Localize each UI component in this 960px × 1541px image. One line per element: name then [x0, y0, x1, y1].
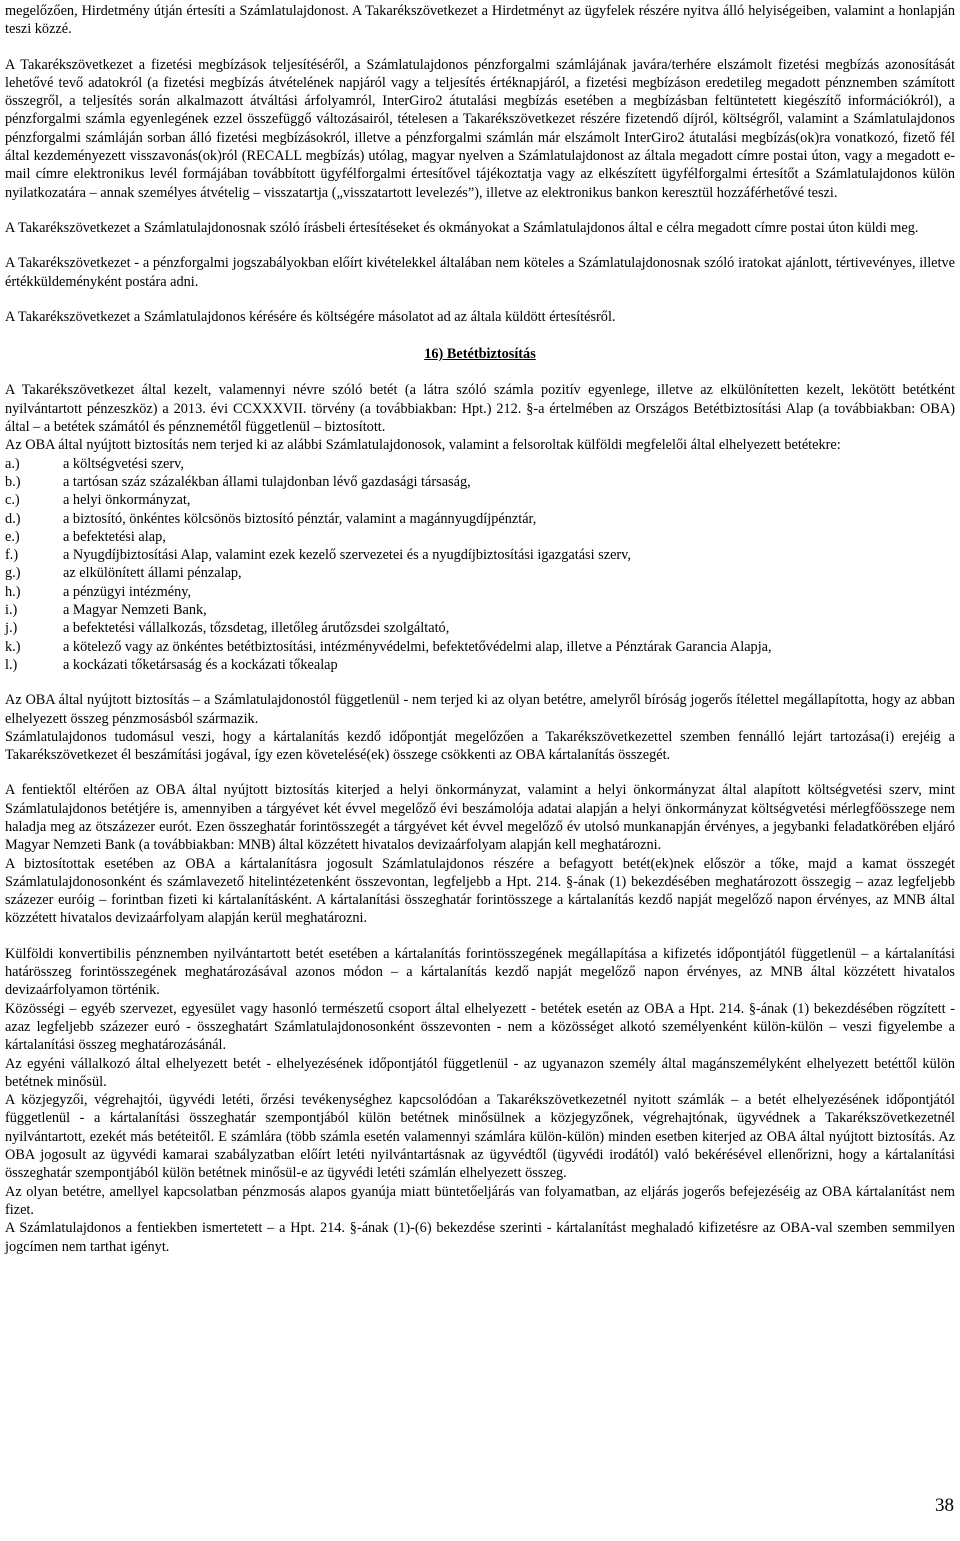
- list-marker: i.): [5, 602, 18, 619]
- paragraph-no-further-claims: A Számlatulajdonos a fentiekben ismertetett – a Hpt. 214. §-ának (1)-(6) bekezdése szerinti - kártalanítást meghaladó kifizetésre az OBA-val szemben semmilyen jogcímen nem tarthat igényt.: [5, 1220, 955, 1255]
- list-item: [5, 528, 955, 546]
- paragraph-money-laundering-exclusion: Az OBA által nyújtott biztosítás – a Számlatulajdonostól függetlenül - nem terjed ki az olyan betétre, amelyről bíróság jogerős ítélettel megállapította, hogy az abban elhelyezett összeg pénzmosásból származik.: [5, 692, 955, 727]
- list-marker: k.): [5, 638, 21, 655]
- paragraph-sole-trader: Az egyéni vállalkozó által elhelyezett betét - elhelyezésének időpontjától függetlenül - az ugyanazon személy által magánszemélyként elhelyezett betéttől külön betétnek minősül.: [5, 1055, 955, 1090]
- paragraph-notice: megelőzően, Hirdetmény útján értesíti a Számlatulajdonost. A Takarékszövetkezet a Hirdetményt az ügyfelek részére nyitva álló helyiségeiben, valamint a honlapján teszi közzé.: [5, 3, 955, 38]
- paragraph-copy-request: A Takarékszövetkezet a Számlatulajdonos kérésére és költségére másolatot ad az általa küldött értesítésről.: [5, 308, 616, 325]
- list-item: [5, 601, 955, 619]
- list-marker: j.): [5, 620, 18, 637]
- list-item: [5, 510, 955, 528]
- exclusion-list: [5, 455, 955, 675]
- list-item: [5, 656, 955, 674]
- list-item: [5, 455, 955, 473]
- list-marker: g.): [5, 565, 21, 582]
- list-item-text: a tartósan száz százalékban állami tulajdonban lévő gazdasági társaság,: [63, 473, 471, 490]
- list-marker: l.): [5, 656, 18, 673]
- list-marker: a.): [5, 455, 20, 472]
- list-item-text: a befektetési alap,: [63, 528, 166, 545]
- paragraph-local-government: A fentiektől eltérően az OBA által nyújtott biztosítás kiterjed a helyi önkormányzat, valamint a helyi önkormányzat által alapított költségvetési szerv, mint Számlatulajdonos betétjére is, amennyiben a tárgyévet két évvel megelőző évi beszámolója adatai alapján a helyi önkormányzat költségvetési mérlegfőösszege nem haladja meg az ötszázezer eurót. Ezen összeghatár forintösszegét a tárgyévet két évvel megelőző év utolsó munkanapján érvényes, a jegybanki feladatkörében eljáró Magyar Nemzeti Bank (a továbbiakban: MNB) által közzétett hivatalos devizaárfolyam alapján kell meghatározni.: [5, 782, 955, 854]
- list-item-text: a helyi önkormányzat,: [63, 492, 191, 509]
- paragraph-oba-exclusions: Az OBA által nyújtott biztosítás nem terjed ki az alábbi Számlatulajdonosok, valamint a felsoroltak külföldi megfelelői által elhelyezett betétekre:: [5, 437, 841, 454]
- paragraph-registered-mail: A Takarékszövetkezet - a pénzforgalmi jogszabályokban előírt kivételekkel általában nem köteles a Számlatulajdonosnak szóló iratokat ajánlott, tértivevényes, illetve értékküldeményként postára adni.: [5, 255, 955, 290]
- paragraph-compensation-limit: A biztosítottak esetében az OBA a kártalanításra jogosult Számlatulajdonos részére a befagyott betét(ek)nek először a tőke, majd a kamat összegét Számlatulajdonosonként és számlavezető hitelintézetenként összevontan, legfeljebb a Hpt. 214. §-ának (1) bekezdésében meghatározott összegig – azaz legfeljebb százezer euróig – forintban fizeti ki kártalanításként. A kártalanítási összeghatár forintösszege a kártalanítás kezdő napját megelőző napon érvényes, az MNB által közzétett hivatalos devizaárfolyam alapján kerül meghatározni.: [5, 855, 955, 927]
- list-item-text: a pénzügyi intézmény,: [63, 583, 192, 600]
- list-item-text: a kötelező vagy az önkéntes betétbiztosítási, intézményvédelmi, befektetővédelmi alap, illetve a Pénztárak Garancia Alapja,: [63, 638, 772, 655]
- paragraph-written-notices: A Takarékszövetkezet a Számlatulajdonosnak szóló írásbeli értesítéseket és okmányokat a Számlatulajdonos által e célra megadott címre postai úton küldi meg.: [5, 219, 919, 236]
- list-item-text: a kockázati tőketársaság és a kockázati tőkealap: [63, 656, 338, 673]
- list-marker: b.): [5, 473, 21, 490]
- list-marker: f.): [5, 547, 19, 564]
- paragraph-criminal-proceedings: Az olyan betétre, amellyel kapcsolatban pénzmosás alapos gyanúja miatt büntetőeljárás van folyamatban, az eljárás jogerős befejezéséig az OBA kártalanítást nem fizet.: [5, 1183, 955, 1218]
- list-marker: h.): [5, 583, 21, 600]
- paragraph-escrow-accounts: A közjegyzői, végrehajtói, ügyvédi letéti, őrzési tevékenységhez kapcsolódóan a Takarékszövetkezetnél nyitott számlák – a betét elhelyezésének időpontjától függetlenül - a kártalanítási összeghatár szempontjából külön betétnek minősülnek a közjegyzőnek, végrehajtónak, ügyvédnek a Takarékszövetkezetnél nyilvántartott, ezekét más betéteitől. E számlára (több számla esetén valamennyi számlára külön-külön) minden esetben kiterjed az OBA által nyújtott biztosítás. Az OBA jogosult az ügyvédi kamarai szabályzatban előírt letéti nyilvántartásnak az ügyvédtől (ügyvédi irodától) való bekérésével ellenőrizni, hogy a kártalanítási összeghatár szempontjából külön betétnek minősül-e az ügyvédi letéti számlán elhelyezett összeg.: [5, 1092, 955, 1182]
- list-marker: e.): [5, 528, 20, 545]
- list-item: [5, 546, 955, 564]
- list-marker: c.): [5, 492, 20, 509]
- list-item: [5, 583, 955, 601]
- list-item: [5, 491, 955, 509]
- list-item: [5, 619, 955, 637]
- list-item-text: a Magyar Nemzeti Bank,: [63, 602, 207, 619]
- page-number: 38: [935, 1495, 954, 1516]
- section-heading: 16) Betétbiztosítás: [424, 346, 536, 363]
- list-item: [5, 564, 955, 582]
- list-item-text: a befektetési vállalkozás, tőzsdetag, illetőleg árutőzsdei szolgáltató,: [63, 620, 450, 637]
- document-page: [5, 2, 955, 1256]
- paragraph-oba-coverage: A Takarékszövetkezet által kezelt, valamennyi névre szóló betét (a látra szóló számla pozitív egyenlege, illetve az elkülönítetten kezelt, lekötött betétként nyilvántartott pénzeszköz) a 2013. évi CCXXXVII. törvény (a továbbiakban: Hpt.) 212. §-a értelmében az Országos Betétbiztosítási Alap (a továbbiakban: OBA) által – a betétek számától és pénznemétől függetlenül – biztosított.: [5, 382, 955, 436]
- list-item-text: a Nyugdíjbiztosítási Alap, valamint ezek kezelő szervezetei és a nyugdíjbiztosítási igazgatási szerv,: [63, 547, 631, 564]
- list-item-text: a biztosító, önkéntes kölcsönös biztosító pénztár, valamint a magánnyugdíjpénztár,: [63, 510, 537, 527]
- paragraph-payment-statements: A Takarékszövetkezet a fizetési megbízások teljesítéséről, a Számlatulajdonos pénzforgalmi számlájának javára/terhére elszámolt fizetési megbízás azonosítását lehetővé tevő adatokról (a fizetési megbízás átvételének napjáról vagy a teljesítés értéknapjáról, a fizetési megbízáson eredetileg megadott pénznemben számított összegről, a teljesítés során alkalmazott átváltási árfolyamról, InterGiro2 átutalási megbízás esetében a megbízásban feltüntetett kiegészítő információkról), a pénzforgalmi számla egyenlegének ezzel összefüggő változásairól, tételesen a Takarékszövetkezet részére fizetendő díjról, költségről, valamint a Számlatulajdonos pénzforgalmi számláján sorban álló fizetési megbízásokról, illetve a pénzforgalmi számlán már elszámolt InterGiro2 átutalási megbízás(ok)ra vonatkozó, fizető fél által kezdeményezett visszavonás(ok)ról (RECALL megbízás) utólag, magyar nyelven a Számlatulajdonost az általa megadott címre postai úton, vagy a megadott e-mail címre elektronikus levél formájában továbbított ügyfélforgalmi értesítővel tájékoztatja vagy az elkészített ügyfélforgalmi értesítőt a Számlatulajdonos külön nyilatkozatára – annak személyes átvételig – visszatartja („visszatartott levelezés”), illetve az elektronikus bankon keresztül hozzáférhetővé teszi.: [5, 56, 955, 201]
- paragraph-setoff: Számlatulajdonos tudomásul veszi, hogy a kártalanítás kezdő időpontját megelőzően a Takarékszövetkezettel szemben fennálló lejárt tartozása(i) erejéig a Takarékszövetkezet él beszámítási jogával, így ezen követelésé(ek) összege csökkenti az OBA kártalanítás összegét.: [5, 728, 955, 764]
- list-item-text: a költségvetési szerv,: [63, 455, 184, 472]
- list-item: [5, 638, 955, 656]
- list-marker: d.): [5, 510, 21, 527]
- paragraph-community-deposits: Közösségi – egyéb szervezet, egyesület vagy hasonló természetű csoport által elhelyezett - betétek esetén az OBA a Hpt. 214. §-ának (1) bekezdésében rögzített - azaz legfeljebb százezer euró - összeghatárt Számlatulajdonosonként összevonten - nem a közösséget alkotó személyenként külön-külön – veszi figyelembe a kártalanítási összeg meghatározásánál.: [5, 1000, 955, 1054]
- list-item: [5, 473, 955, 491]
- paragraph-foreign-currency: Külföldi konvertibilis pénznemben nyilvántartott betét esetében a kártalanítás forintösszegének megállapítása a kifizetés időpontjától függetlenül – a kártalanítási határösszeg forintösszegének meghatározásával azonos módon – a kártalanítás kezdő napját megelőző napon érvényes, az MNB által közzétett hivatalos devizaárfolyamon történik.: [5, 945, 955, 999]
- list-item-text: az elkülönített állami pénzalap,: [63, 565, 242, 582]
